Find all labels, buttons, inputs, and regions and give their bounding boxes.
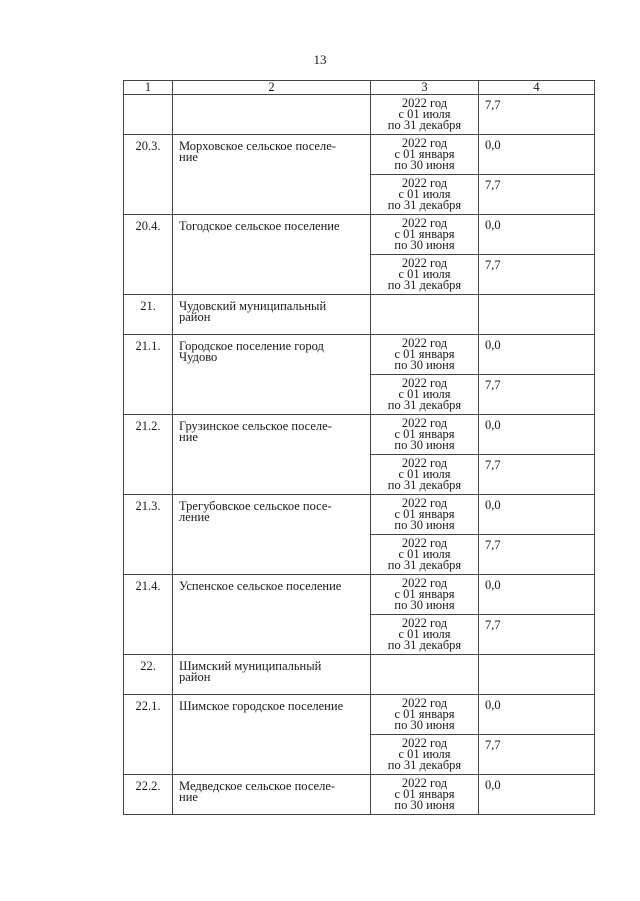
settlement-name-line: Морховское сельское поселе-	[179, 139, 336, 153]
period-line: с 01 января	[394, 707, 455, 721]
rate-value-cell	[479, 655, 595, 695]
table-row	[124, 575, 595, 615]
period-line: с 01 января	[394, 227, 455, 241]
settlement-name-cell	[173, 575, 371, 655]
table-row	[124, 495, 595, 535]
period-line: по 30 июня	[394, 598, 455, 612]
period-line: 2022 год	[401, 256, 448, 270]
period-line: по 31 декабря	[387, 398, 462, 412]
settlement-name-line: Успенское сельское поселение	[179, 579, 342, 593]
period-line: 2022 год	[401, 536, 448, 550]
row-number-cell: 20.4.	[124, 215, 173, 295]
table-row	[124, 335, 595, 375]
period-cell	[371, 135, 479, 175]
table-row	[124, 775, 595, 815]
rate-value-cell: 7,7	[479, 615, 595, 655]
period-cell	[371, 695, 479, 735]
period-cell	[371, 215, 479, 255]
data-table	[123, 80, 595, 815]
period-cell	[371, 735, 479, 775]
period-line: по 30 июня	[394, 238, 455, 252]
period-cell	[371, 375, 479, 415]
rate-value-cell: 0,0	[479, 695, 595, 735]
period-cell	[371, 455, 479, 495]
table-row	[124, 135, 595, 175]
period-line: 2022 год	[401, 736, 448, 750]
rate-value-cell: 0,0	[479, 775, 595, 815]
period-line: с 01 января	[394, 147, 455, 161]
row-number-cell: 21.3.	[124, 495, 173, 575]
rate-value-cell: 0,0	[479, 215, 595, 255]
period-line: по 31 декабря	[387, 638, 462, 652]
period-line: по 30 июня	[394, 718, 455, 732]
rate-value-cell: 0,0	[479, 415, 595, 455]
row-number-cell: 21.1.	[124, 335, 173, 415]
column-header: 2	[173, 81, 371, 95]
row-number-cell: 21.	[124, 295, 173, 335]
rate-value-cell: 7,7	[479, 455, 595, 495]
page-number: 13	[313, 52, 327, 67]
period-line: 2022 год	[401, 456, 448, 470]
table-row	[124, 655, 595, 695]
period-cell	[371, 415, 479, 455]
period-line: с 01 июля	[398, 467, 451, 481]
period-cell	[371, 335, 479, 375]
settlement-name-line: Шимское городское поселение	[179, 699, 344, 713]
settlement-name-cell	[173, 135, 371, 215]
period-cell	[371, 95, 479, 135]
settlement-name-line: Чудовский муниципальный	[179, 299, 327, 313]
period-line: с 01 июля	[398, 267, 451, 281]
rate-value-cell: 0,0	[479, 495, 595, 535]
period-line: с 01 июля	[398, 627, 451, 641]
rate-value-cell: 7,7	[479, 535, 595, 575]
period-cell	[371, 655, 479, 695]
period-line: 2022 год	[401, 416, 448, 430]
period-cell	[371, 535, 479, 575]
column-header: 3	[371, 81, 479, 95]
period-line: по 30 июня	[394, 358, 455, 372]
period-cell	[371, 615, 479, 655]
period-line: с 01 июля	[398, 387, 451, 401]
settlement-name-line: Чудово	[179, 350, 218, 364]
period-line: с 01 июля	[398, 547, 451, 561]
period-line: 2022 год	[401, 376, 448, 390]
period-cell	[371, 175, 479, 215]
period-line: 2022 год	[401, 96, 448, 110]
period-line: 2022 год	[401, 336, 448, 350]
row-number-cell: 22.	[124, 655, 173, 695]
period-line: 2022 год	[401, 176, 448, 190]
period-line: с 01 июля	[398, 107, 451, 121]
row-number-cell: 20.3.	[124, 135, 173, 215]
rate-value-cell	[479, 295, 595, 335]
period-line: по 30 июня	[394, 798, 455, 812]
settlement-name-cell	[173, 695, 371, 775]
period-line: с 01 июля	[398, 747, 451, 761]
rate-value-cell: 0,0	[479, 335, 595, 375]
rate-value-cell: 7,7	[479, 255, 595, 295]
period-line: по 31 декабря	[387, 558, 462, 572]
period-line: по 30 июня	[394, 158, 455, 172]
settlement-name-line: Медведское сельское поселе-	[179, 779, 336, 793]
period-line: 2022 год	[401, 616, 448, 630]
period-cell	[371, 775, 479, 815]
settlement-name-line: Шимский муниципальный	[179, 659, 322, 673]
settlement-name-line: ние	[179, 790, 198, 804]
settlement-name-line: Городское поселение город	[179, 339, 324, 353]
period-line: по 31 декабря	[387, 758, 462, 772]
settlement-name-cell	[173, 335, 371, 415]
row-number-cell	[124, 95, 173, 135]
period-line: с 01 января	[394, 787, 455, 801]
rate-value-cell: 7,7	[479, 95, 595, 135]
period-line: по 31 декабря	[387, 198, 462, 212]
period-line: по 31 декабря	[387, 478, 462, 492]
settlement-name-line: Тогодское сельское поселение	[179, 219, 340, 233]
column-header: 1	[124, 81, 173, 95]
period-line: 2022 год	[401, 696, 448, 710]
period-line: 2022 год	[401, 576, 448, 590]
rate-value-cell: 7,7	[479, 175, 595, 215]
settlement-name-line: район	[179, 670, 211, 684]
settlement-name-cell	[173, 655, 371, 695]
table-row	[124, 415, 595, 455]
column-header: 4	[479, 81, 595, 95]
period-line: с 01 января	[394, 507, 455, 521]
period-line: 2022 год	[401, 216, 448, 230]
period-line: 2022 год	[401, 496, 448, 510]
row-number-cell: 22.2.	[124, 775, 173, 815]
period-cell	[371, 495, 479, 535]
table-body	[124, 95, 595, 815]
settlement-name-cell	[173, 495, 371, 575]
period-line: по 30 июня	[394, 518, 455, 532]
settlement-name-line: ление	[179, 510, 210, 524]
period-line: 2022 год	[401, 136, 448, 150]
settlement-name-cell	[173, 415, 371, 495]
period-cell	[371, 255, 479, 295]
settlement-name-line: Трегубовское сельское посе-	[179, 499, 332, 513]
settlement-name-cell	[173, 95, 371, 135]
period-line: с 01 января	[394, 427, 455, 441]
settlement-name-cell	[173, 775, 371, 815]
settlement-name-line: ние	[179, 430, 198, 444]
table-row	[124, 695, 595, 735]
rate-value-cell: 0,0	[479, 575, 595, 615]
table-header-row	[124, 81, 595, 95]
rate-value-cell: 7,7	[479, 375, 595, 415]
period-cell	[371, 295, 479, 335]
rate-value-cell: 0,0	[479, 135, 595, 175]
table-row	[124, 215, 595, 255]
settlement-name-line: Грузинское сельское поселе-	[179, 419, 332, 433]
settlement-name-cell	[173, 295, 371, 335]
row-number-cell: 21.4.	[124, 575, 173, 655]
period-line: 2022 год	[401, 776, 448, 790]
rate-value-cell: 7,7	[479, 735, 595, 775]
period-line: с 01 июля	[398, 187, 451, 201]
period-line: по 30 июня	[394, 438, 455, 452]
period-line: по 31 декабря	[387, 118, 462, 132]
row-number-cell: 21.2.	[124, 415, 173, 495]
period-line: по 31 декабря	[387, 278, 462, 292]
period-line: с 01 января	[394, 347, 455, 361]
settlement-name-cell	[173, 215, 371, 295]
table-row	[124, 95, 595, 135]
settlement-name-line: ние	[179, 150, 198, 164]
row-number-cell: 22.1.	[124, 695, 173, 775]
table-row	[124, 295, 595, 335]
period-line: с 01 января	[394, 587, 455, 601]
period-cell	[371, 575, 479, 615]
settlement-name-line: район	[179, 310, 211, 324]
